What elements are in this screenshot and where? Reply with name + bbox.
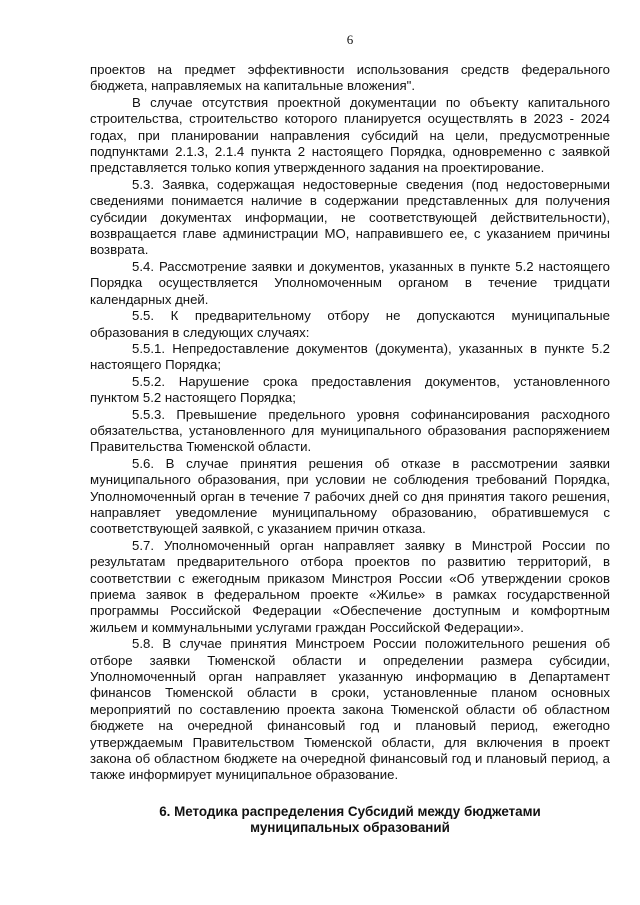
page-number: 6 — [346, 32, 354, 47]
paragraph: 5.4. Рассмотрение заявки и документов, указанных в пункте 5.2 настоящего Порядка осуществляется Уполномоченным органом в течение тридцати календарных дней. — [90, 258, 610, 307]
paragraph: 5.5.2. Нарушение срока предоставления документов, установленного пунктом 5.2 настоящего Порядка; — [90, 373, 610, 406]
paragraph: В случае отсутствия проектной документации по объекту капитального строительства, строительство которого планируется осуществлять в 2023 - 2024 годах, при планировании направления субсидий на цели, предусмотренные подпунктами 2.1.3, 2.1.4 пункта 2 настоящего Порядка, одновременно с заявкой представляется только копия утвержденного задания на проектирование. — [90, 94, 610, 176]
document-body — [90, 62, 610, 784]
paragraph: 5.5.3. Превышение предельного уровня софинансирования расходного обязательства, установленного для муниципального образования распоряжением Правительства Тюменской области. — [90, 406, 610, 455]
paragraph: 5.3. Заявка, содержащая недостоверные сведения (под недостоверными сведениями понимается наличие в содержании представленных для получения субсидии документах информации, не соответствующей действительности), возвращается главе администрации МО, направившего ее, с указанием причины возврата. — [90, 176, 610, 258]
paragraph: 5.7. Уполномоченный орган направляет заявку в Минстрой России по результатам предварительного отбора проектов по развитию территорий, в соответствии с ежегодным приказом Минстроя России «Об утверждении сроков приема заявок в федеральном проекте «Жилье» в рамках государственной программы Российской Федерации «Обеспечение доступным и комфортным жильем и коммунальными услугами граждан Российской Федерации». — [90, 537, 610, 635]
paragraph: 5.5. К предварительному отбору не допускаются муниципальные образования в следующих случаях: — [90, 308, 610, 340]
section-heading — [90, 804, 610, 837]
paragraph: 5.6. В случае принятия решения об отказе в рассмотрении заявки муниципального образования, при условии не соблюдения требований Порядка, Уполномоченный орган в течение 7 рабочих дней со дня принятия такого решения, направляет уведомление муниципальному образованию, обратившемуся с соответствующей заявкой, с указанием причин отказа. — [90, 455, 610, 537]
section-heading-line-2: муниципальных образований — [250, 820, 450, 836]
paragraph: 5.8. В случае принятия Минстроем России положительного решения об отборе заявки Тюменской области и определении размера субсидии, Уполномоченный орган направляет указанную информацию в Департамент финансов Тюменской области в сроки, установленные планом основных мероприятий по составлению проекта закона Тюменской области об областном бюджете на очередной финансовый год и плановый период, ежегодно утверждаемым Правительством Тюменской области, для включения в проект закона об областном бюджете на очередной финансовый год и плановый период, а также информирует муниципальное образование. — [90, 636, 610, 783]
paragraph: проектов на предмет эффективности использования средств федерального бюджета, направляемых на капитальные вложения". — [90, 62, 610, 94]
paragraph: 5.5.1. Непредоставление документов (документа), указанных в пункте 5.2 настоящего Порядка; — [90, 340, 610, 373]
section-heading-line-1: 6. Методика распределения Субсидий между бюджетами — [159, 803, 541, 819]
